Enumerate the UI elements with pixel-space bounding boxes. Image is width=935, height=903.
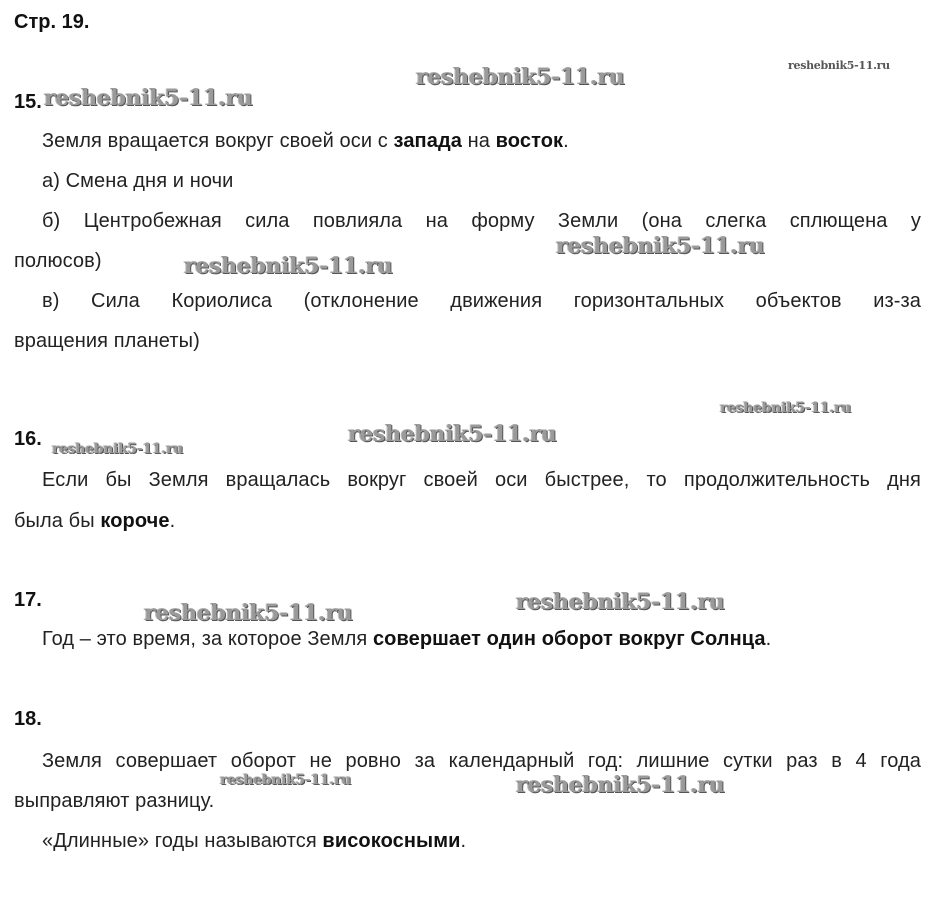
question-number: 15. <box>14 91 42 113</box>
watermark-logo: reshebnik5-11.ru <box>144 600 353 626</box>
question-number: 17. <box>14 589 42 611</box>
watermark-logo: reshebnik5-11.ru <box>788 59 890 72</box>
q15-item-c-line1: в) Сила Кориолиса (отклонение движения горизонтальных объектов из-за <box>42 290 921 312</box>
watermark-logo: reshebnik5-11.ru <box>52 441 183 457</box>
q15-item-b-line1: б) Центробежная сила повлияла на форму Земли (она слегка сплющена у <box>42 210 921 232</box>
q15-item-c-line2: вращения планеты) <box>14 330 200 352</box>
q18-answer-line2: выправляют разницу. <box>14 790 215 812</box>
watermark-logo: reshebnik5-11.ru <box>556 233 765 259</box>
q15-item-b-line2: полюсов) <box>14 250 102 272</box>
q18-answer-line1: Земля совершает оборот не ровно за календарный год: лишние сутки раз в 4 года <box>42 750 921 772</box>
watermark-logo: reshebnik5-11.ru <box>220 772 351 788</box>
question-number: 16. <box>14 428 42 450</box>
q16-answer-line2: была бы короче. <box>14 510 176 532</box>
watermark-logo: reshebnik5-11.ru <box>184 253 393 279</box>
q15-answer-text: Земля вращается вокруг своей оси с запада на восток. <box>42 130 569 152</box>
q16-answer-line1: Если бы Земля вращалась вокруг своей оси быстрее, то продолжительность дня <box>42 469 921 491</box>
page-title: Стр. 19. <box>14 11 90 33</box>
watermark-logo: reshebnik5-11.ru <box>720 400 851 416</box>
q17-answer-text: Год – это время, за которое Земля совершает один оборот вокруг Солнца. <box>42 628 772 650</box>
watermark-logo: reshebnik5-11.ru <box>348 421 557 447</box>
q18-answer-line3: «Длинные» годы называются високосными. <box>42 830 467 852</box>
watermark-logo: reshebnik5-11.ru <box>416 64 625 90</box>
watermark-logo: reshebnik5-11.ru <box>516 772 725 798</box>
q15-item-a: а) Смена дня и ночи <box>42 170 234 192</box>
question-number: 18. <box>14 708 42 730</box>
watermark-logo: reshebnik5-11.ru <box>516 589 725 615</box>
watermark-logo: reshebnik5-11.ru <box>44 85 253 111</box>
